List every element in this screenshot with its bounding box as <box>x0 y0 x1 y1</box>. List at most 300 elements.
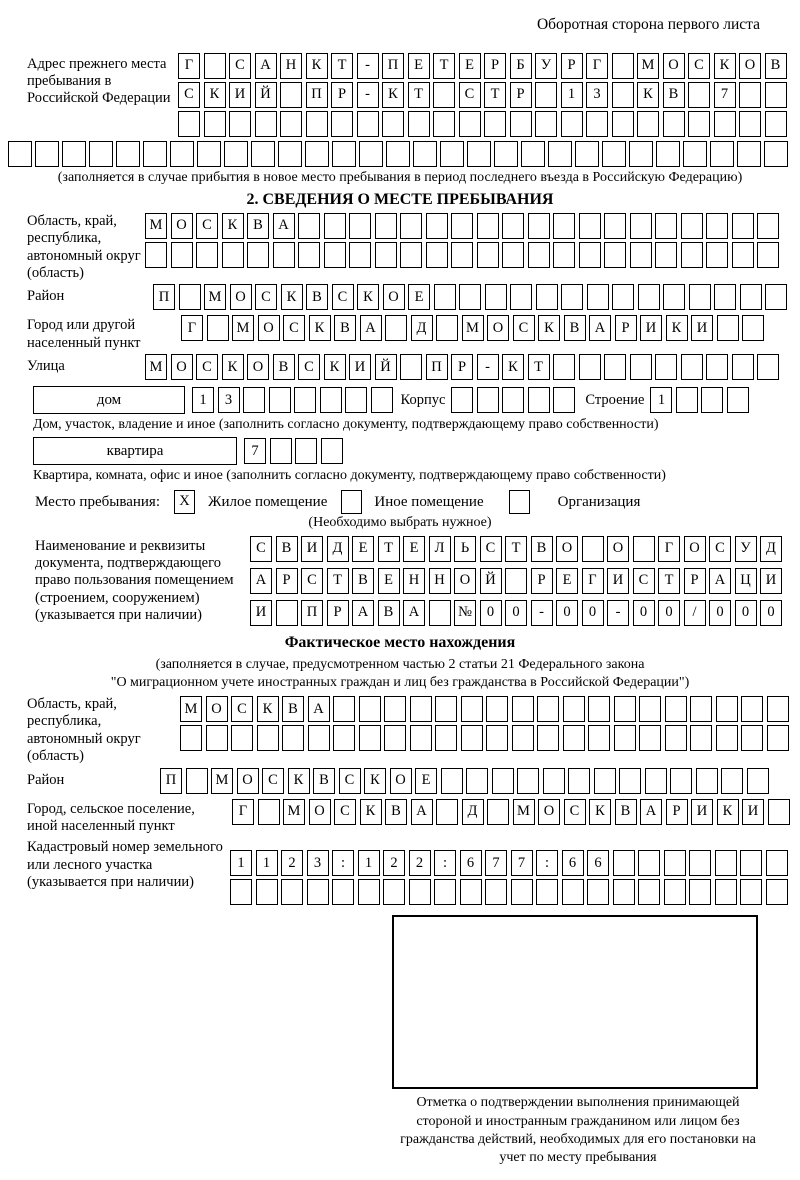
char-box[interactable] <box>562 879 584 905</box>
char-box[interactable] <box>701 387 723 413</box>
char-box[interactable] <box>764 141 788 167</box>
char-box[interactable] <box>716 696 738 722</box>
char-box[interactable]: 0 <box>735 600 757 626</box>
house-type-box[interactable]: дом <box>33 386 185 414</box>
char-box[interactable]: С <box>178 82 200 108</box>
char-box[interactable] <box>434 879 456 905</box>
char-box[interactable] <box>461 696 483 722</box>
char-box[interactable]: : <box>434 850 456 876</box>
char-box[interactable]: Т <box>408 82 430 108</box>
char-box[interactable]: С <box>709 536 731 562</box>
char-box[interactable] <box>324 213 346 239</box>
char-box[interactable]: С <box>283 315 305 341</box>
char-box[interactable]: 1 <box>256 850 278 876</box>
char-box[interactable]: 6 <box>460 850 482 876</box>
char-box[interactable]: М <box>145 354 167 380</box>
char-box[interactable] <box>486 725 508 751</box>
char-box[interactable] <box>543 768 565 794</box>
char-box[interactable] <box>740 850 762 876</box>
char-box[interactable] <box>502 242 524 268</box>
char-box[interactable]: С <box>564 799 586 825</box>
char-box[interactable]: 2 <box>409 850 431 876</box>
char-box[interactable] <box>768 799 790 825</box>
char-box[interactable]: Н <box>280 53 302 79</box>
stay-type-checkbox-org[interactable] <box>509 490 530 514</box>
char-box[interactable] <box>690 696 712 722</box>
char-box[interactable]: Г <box>586 53 608 79</box>
char-box[interactable] <box>528 213 550 239</box>
char-box[interactable] <box>757 354 779 380</box>
char-box[interactable] <box>273 242 295 268</box>
char-box[interactable]: К <box>717 799 739 825</box>
char-box[interactable] <box>196 242 218 268</box>
char-box[interactable] <box>358 879 380 905</box>
char-box[interactable] <box>409 879 431 905</box>
char-box[interactable] <box>633 536 655 562</box>
char-box[interactable]: М <box>637 53 659 79</box>
char-box[interactable]: № <box>454 600 476 626</box>
char-box[interactable] <box>332 879 354 905</box>
char-box[interactable] <box>587 284 609 310</box>
char-box[interactable]: 2 <box>383 850 405 876</box>
char-box[interactable] <box>298 213 320 239</box>
char-box[interactable] <box>765 82 787 108</box>
char-box[interactable]: 1 <box>358 850 380 876</box>
char-box[interactable] <box>655 213 677 239</box>
char-box[interactable] <box>451 242 473 268</box>
char-box[interactable] <box>400 354 422 380</box>
char-box[interactable] <box>741 725 763 751</box>
char-box[interactable]: В <box>765 53 787 79</box>
char-box[interactable]: О <box>230 284 252 310</box>
char-box[interactable] <box>688 111 710 137</box>
char-box[interactable] <box>732 242 754 268</box>
char-box[interactable] <box>521 141 545 167</box>
char-box[interactable] <box>461 725 483 751</box>
char-box[interactable] <box>742 315 764 341</box>
char-box[interactable] <box>345 387 367 413</box>
char-box[interactable]: Н <box>429 568 451 594</box>
char-box[interactable]: П <box>382 53 404 79</box>
char-box[interactable] <box>688 82 710 108</box>
char-box[interactable] <box>171 242 193 268</box>
char-box[interactable] <box>270 438 292 464</box>
char-box[interactable] <box>375 213 397 239</box>
char-box[interactable] <box>258 799 280 825</box>
char-box[interactable] <box>349 242 371 268</box>
char-box[interactable] <box>229 111 251 137</box>
stay-type-checkbox-zhiloe[interactable]: X <box>174 490 195 514</box>
char-box[interactable]: Р <box>666 799 688 825</box>
char-box[interactable]: К <box>288 768 310 794</box>
char-box[interactable]: 0 <box>709 600 731 626</box>
char-box[interactable]: О <box>237 768 259 794</box>
char-box[interactable] <box>664 850 686 876</box>
char-box[interactable]: М <box>513 799 535 825</box>
char-box[interactable]: А <box>308 696 330 722</box>
char-box[interactable] <box>247 242 269 268</box>
char-box[interactable] <box>485 879 507 905</box>
char-box[interactable]: К <box>637 82 659 108</box>
char-box[interactable]: Р <box>510 82 532 108</box>
char-box[interactable] <box>435 725 457 751</box>
char-box[interactable]: Т <box>505 536 527 562</box>
char-box[interactable] <box>575 141 599 167</box>
char-box[interactable] <box>492 768 514 794</box>
char-box[interactable] <box>681 242 703 268</box>
char-box[interactable] <box>510 111 532 137</box>
char-box[interactable]: Р <box>276 568 298 594</box>
char-box[interactable]: И <box>607 568 629 594</box>
char-box[interactable] <box>689 850 711 876</box>
char-box[interactable]: К <box>589 799 611 825</box>
char-box[interactable]: О <box>684 536 706 562</box>
char-box[interactable] <box>689 879 711 905</box>
char-box[interactable] <box>637 111 659 137</box>
char-box[interactable] <box>426 242 448 268</box>
char-box[interactable]: Е <box>408 53 430 79</box>
char-box[interactable] <box>629 141 653 167</box>
char-box[interactable]: 3 <box>586 82 608 108</box>
char-box[interactable]: 0 <box>760 600 782 626</box>
char-box[interactable]: Т <box>484 82 506 108</box>
char-box[interactable]: О <box>247 354 269 380</box>
char-box[interactable]: Т <box>378 536 400 562</box>
char-box[interactable] <box>357 111 379 137</box>
char-box[interactable] <box>436 315 458 341</box>
char-box[interactable]: С <box>298 354 320 380</box>
char-box[interactable]: С <box>332 284 354 310</box>
char-box[interactable] <box>257 725 279 751</box>
char-box[interactable] <box>663 111 685 137</box>
char-box[interactable] <box>435 696 457 722</box>
char-box[interactable]: Г <box>178 53 200 79</box>
char-box[interactable] <box>638 850 660 876</box>
char-box[interactable]: В <box>663 82 685 108</box>
char-box[interactable]: А <box>352 600 374 626</box>
char-box[interactable]: С <box>301 568 323 594</box>
char-box[interactable]: Р <box>684 568 706 594</box>
char-box[interactable] <box>630 213 652 239</box>
char-box[interactable] <box>282 725 304 751</box>
char-box[interactable] <box>477 387 499 413</box>
char-box[interactable]: 0 <box>582 600 604 626</box>
char-box[interactable] <box>321 438 343 464</box>
char-box[interactable] <box>197 141 221 167</box>
char-box[interactable] <box>486 696 508 722</box>
char-box[interactable] <box>536 879 558 905</box>
char-box[interactable] <box>243 387 265 413</box>
char-box[interactable]: С <box>196 213 218 239</box>
char-box[interactable] <box>383 879 405 905</box>
char-box[interactable]: А <box>360 315 382 341</box>
char-box[interactable]: К <box>382 82 404 108</box>
char-box[interactable]: С <box>633 568 655 594</box>
char-box[interactable]: К <box>538 315 560 341</box>
char-box[interactable] <box>278 141 302 167</box>
char-box[interactable] <box>715 879 737 905</box>
char-box[interactable] <box>359 141 383 167</box>
char-box[interactable]: О <box>171 354 193 380</box>
char-box[interactable] <box>528 242 550 268</box>
char-box[interactable]: В <box>531 536 553 562</box>
char-box[interactable] <box>537 725 559 751</box>
char-box[interactable]: 3 <box>307 850 329 876</box>
char-box[interactable]: - <box>477 354 499 380</box>
char-box[interactable] <box>332 141 356 167</box>
char-box[interactable]: Е <box>415 768 437 794</box>
char-box[interactable]: Т <box>658 568 680 594</box>
char-box[interactable] <box>665 725 687 751</box>
char-box[interactable]: : <box>332 850 354 876</box>
char-box[interactable] <box>766 850 788 876</box>
char-box[interactable]: 6 <box>562 850 584 876</box>
char-box[interactable]: В <box>282 696 304 722</box>
char-box[interactable]: О <box>739 53 761 79</box>
char-box[interactable]: В <box>313 768 335 794</box>
char-box[interactable]: Р <box>331 82 353 108</box>
char-box[interactable]: У <box>535 53 557 79</box>
char-box[interactable] <box>727 387 749 413</box>
char-box[interactable]: И <box>349 354 371 380</box>
char-box[interactable]: И <box>250 600 272 626</box>
char-box[interactable]: М <box>283 799 305 825</box>
char-box[interactable]: Р <box>615 315 637 341</box>
char-box[interactable] <box>434 284 456 310</box>
char-box[interactable] <box>294 387 316 413</box>
char-box[interactable]: А <box>709 568 731 594</box>
char-box[interactable]: 7 <box>485 850 507 876</box>
char-box[interactable]: 1 <box>561 82 583 108</box>
char-box[interactable] <box>494 141 518 167</box>
char-box[interactable]: К <box>714 53 736 79</box>
char-box[interactable]: И <box>229 82 251 108</box>
char-box[interactable]: О <box>607 536 629 562</box>
char-box[interactable] <box>670 768 692 794</box>
char-box[interactable] <box>683 141 707 167</box>
char-box[interactable] <box>553 387 575 413</box>
char-box[interactable]: А <box>250 568 272 594</box>
char-box[interactable]: Д <box>327 536 349 562</box>
char-box[interactable]: М <box>462 315 484 341</box>
char-box[interactable]: Й <box>480 568 502 594</box>
char-box[interactable] <box>143 141 167 167</box>
char-box[interactable] <box>145 242 167 268</box>
char-box[interactable]: М <box>232 315 254 341</box>
char-box[interactable] <box>386 141 410 167</box>
char-box[interactable] <box>467 141 491 167</box>
char-box[interactable] <box>384 696 406 722</box>
char-box[interactable] <box>170 141 194 167</box>
char-box[interactable] <box>436 799 458 825</box>
char-box[interactable] <box>375 242 397 268</box>
char-box[interactable]: С <box>255 284 277 310</box>
char-box[interactable] <box>588 696 610 722</box>
char-box[interactable]: В <box>564 315 586 341</box>
char-box[interactable] <box>178 111 200 137</box>
char-box[interactable]: / <box>684 600 706 626</box>
char-box[interactable] <box>613 850 635 876</box>
char-box[interactable] <box>656 141 680 167</box>
char-box[interactable]: Т <box>528 354 550 380</box>
char-box[interactable] <box>487 799 509 825</box>
char-box[interactable]: Е <box>408 284 430 310</box>
char-box[interactable] <box>306 111 328 137</box>
char-box[interactable] <box>706 242 728 268</box>
char-box[interactable]: К <box>281 284 303 310</box>
char-box[interactable] <box>676 387 698 413</box>
char-box[interactable]: Ь <box>454 536 476 562</box>
char-box[interactable]: В <box>334 315 356 341</box>
char-box[interactable] <box>740 284 762 310</box>
char-box[interactable] <box>604 354 626 380</box>
char-box[interactable] <box>180 725 202 751</box>
char-box[interactable]: М <box>204 284 226 310</box>
char-box[interactable]: Р <box>561 53 583 79</box>
char-box[interactable]: О <box>206 696 228 722</box>
char-box[interactable] <box>276 600 298 626</box>
char-box[interactable] <box>333 725 355 751</box>
char-box[interactable]: Р <box>484 53 506 79</box>
char-box[interactable] <box>385 315 407 341</box>
char-box[interactable] <box>477 213 499 239</box>
char-box[interactable]: К <box>309 315 331 341</box>
char-box[interactable] <box>89 141 113 167</box>
char-box[interactable]: К <box>306 53 328 79</box>
char-box[interactable] <box>280 111 302 137</box>
char-box[interactable] <box>535 111 557 137</box>
char-box[interactable] <box>664 879 686 905</box>
char-box[interactable] <box>512 725 534 751</box>
char-box[interactable] <box>757 213 779 239</box>
char-box[interactable] <box>256 879 278 905</box>
char-box[interactable] <box>359 696 381 722</box>
char-box[interactable] <box>308 725 330 751</box>
char-box[interactable] <box>440 141 464 167</box>
char-box[interactable]: И <box>640 315 662 341</box>
char-box[interactable]: О <box>258 315 280 341</box>
char-box[interactable] <box>433 111 455 137</box>
char-box[interactable]: С <box>513 315 535 341</box>
char-box[interactable] <box>231 725 253 751</box>
char-box[interactable] <box>612 284 634 310</box>
char-box[interactable] <box>721 768 743 794</box>
char-box[interactable] <box>433 82 455 108</box>
char-box[interactable]: В <box>352 568 374 594</box>
char-box[interactable]: 7 <box>244 438 266 464</box>
char-box[interactable]: А <box>273 213 295 239</box>
char-box[interactable] <box>320 387 342 413</box>
char-box[interactable] <box>477 242 499 268</box>
char-box[interactable] <box>757 242 779 268</box>
char-box[interactable]: О <box>309 799 331 825</box>
char-box[interactable] <box>349 213 371 239</box>
char-box[interactable]: В <box>306 284 328 310</box>
char-box[interactable] <box>466 768 488 794</box>
char-box[interactable]: Р <box>531 568 553 594</box>
char-box[interactable] <box>561 111 583 137</box>
char-box[interactable] <box>251 141 275 167</box>
char-box[interactable] <box>714 284 736 310</box>
char-box[interactable] <box>204 111 226 137</box>
char-box[interactable] <box>630 242 652 268</box>
char-box[interactable]: Б <box>510 53 532 79</box>
char-box[interactable]: О <box>454 568 476 594</box>
char-box[interactable]: Р <box>327 600 349 626</box>
char-box[interactable] <box>732 354 754 380</box>
char-box[interactable] <box>638 879 660 905</box>
char-box[interactable]: А <box>403 600 425 626</box>
char-box[interactable] <box>255 111 277 137</box>
char-box[interactable]: Т <box>331 53 353 79</box>
char-box[interactable] <box>413 141 437 167</box>
char-box[interactable] <box>710 141 734 167</box>
char-box[interactable] <box>331 111 353 137</box>
char-box[interactable] <box>333 696 355 722</box>
char-box[interactable] <box>579 242 601 268</box>
char-box[interactable]: 0 <box>556 600 578 626</box>
char-box[interactable]: П <box>160 768 182 794</box>
char-box[interactable]: М <box>211 768 233 794</box>
char-box[interactable] <box>561 284 583 310</box>
char-box[interactable] <box>62 141 86 167</box>
char-box[interactable] <box>716 725 738 751</box>
char-box[interactable]: С <box>229 53 251 79</box>
char-box[interactable] <box>224 141 248 167</box>
char-box[interactable] <box>612 111 634 137</box>
char-box[interactable] <box>410 696 432 722</box>
char-box[interactable]: С <box>480 536 502 562</box>
char-box[interactable]: 6 <box>587 850 609 876</box>
char-box[interactable]: 0 <box>658 600 680 626</box>
char-box[interactable]: 0 <box>480 600 502 626</box>
char-box[interactable]: Г <box>658 536 680 562</box>
char-box[interactable]: - <box>357 53 379 79</box>
char-box[interactable] <box>767 725 789 751</box>
char-box[interactable] <box>295 438 317 464</box>
char-box[interactable]: 7 <box>714 82 736 108</box>
char-box[interactable]: О <box>556 536 578 562</box>
char-box[interactable]: В <box>276 536 298 562</box>
char-box[interactable] <box>382 111 404 137</box>
char-box[interactable] <box>568 768 590 794</box>
char-box[interactable] <box>408 111 430 137</box>
char-box[interactable] <box>717 315 739 341</box>
char-box[interactable] <box>384 725 406 751</box>
char-box[interactable] <box>536 284 558 310</box>
char-box[interactable]: К <box>257 696 279 722</box>
stay-type-checkbox-inoe[interactable] <box>341 490 362 514</box>
char-box[interactable]: К <box>222 213 244 239</box>
char-box[interactable]: И <box>760 568 782 594</box>
char-box[interactable]: С <box>688 53 710 79</box>
char-box[interactable] <box>655 354 677 380</box>
char-box[interactable] <box>307 879 329 905</box>
char-box[interactable] <box>696 768 718 794</box>
char-box[interactable]: С <box>196 354 218 380</box>
char-box[interactable] <box>663 284 685 310</box>
char-box[interactable]: К <box>364 768 386 794</box>
char-box[interactable] <box>400 242 422 268</box>
char-box[interactable]: В <box>273 354 295 380</box>
char-box[interactable] <box>619 768 641 794</box>
char-box[interactable]: Л <box>429 536 451 562</box>
char-box[interactable]: 1 <box>230 850 252 876</box>
char-box[interactable]: О <box>383 284 405 310</box>
char-box[interactable] <box>441 768 463 794</box>
char-box[interactable]: Е <box>352 536 374 562</box>
char-box[interactable]: 1 <box>192 387 214 413</box>
